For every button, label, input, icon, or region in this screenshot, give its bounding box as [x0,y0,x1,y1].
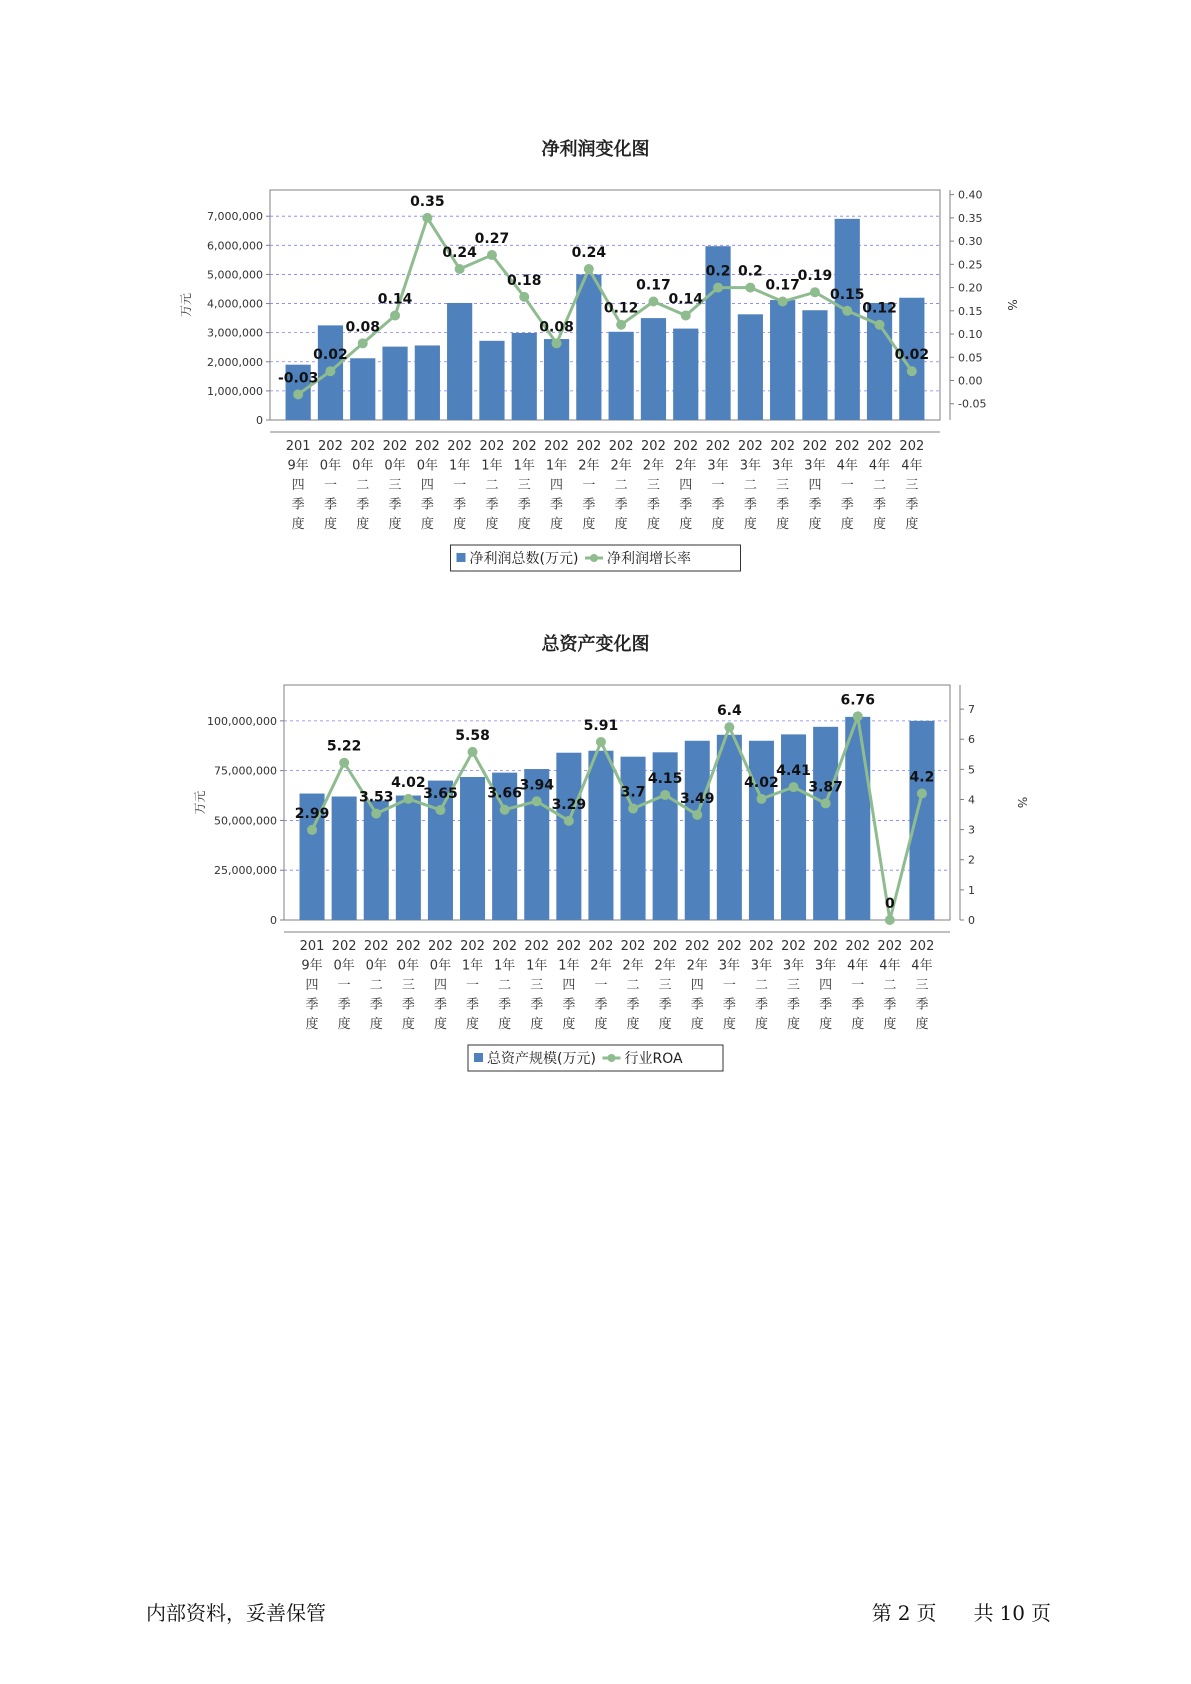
line-point [821,798,831,808]
line-point [875,320,885,330]
bar [749,741,774,920]
bar [641,318,666,420]
right-axis-tick-label: 0 [968,914,975,927]
left-axis-tick-label: 6,000,000 [207,239,263,253]
category-label: 202 3年二季度 [749,939,774,1032]
data-label: 3.94 [519,777,555,794]
category-label: 202 0年三季度 [395,939,421,1032]
legend-line-marker [608,1054,616,1062]
data-label: 4.41 [776,763,811,780]
line-point [745,283,755,293]
data-label: 0.02 [894,347,930,364]
line-point [358,338,368,348]
total-pages: 10 [999,1601,1025,1625]
line-point [307,825,317,835]
category-label: 202 4年二季度 [877,939,903,1032]
data-label: 0.12 [862,300,897,317]
line-point [403,794,413,804]
data-label: 2.99 [294,805,330,822]
right-axis-tick-label: 0.20 [958,281,983,295]
left-axis-tick-label: 50,000,000 [214,814,277,828]
category-label: 202 2年一季度 [576,439,602,532]
data-label: -0.03 [277,370,319,387]
right-axis-tick-label: 0.10 [958,328,983,342]
right-axis-tick-label: 0.35 [958,211,983,225]
left-axis-tick-label: 75,000,000 [214,764,277,778]
data-label: 4.02 [391,774,426,791]
left-axis-tick-label: 2,000,000 [207,355,263,369]
bar [845,717,870,920]
category-label: 202 0年四季度 [414,439,440,532]
data-label: 0 [884,896,895,912]
data-label: 3.87 [808,779,843,796]
legend-line-label: 净利润增长率 [607,551,691,567]
line-point [584,264,594,274]
right-axis-tick-label: 1 [968,883,975,897]
right-axis-tick-label: 0.15 [958,304,983,318]
line-point [713,283,723,293]
category-label: 202 2年四季度 [684,939,710,1032]
line-point [435,805,445,815]
data-label: 0.19 [797,268,833,285]
bar [350,358,375,420]
line-point [842,306,852,316]
bar [717,735,742,920]
right-axis-tick-label: 0.00 [958,374,983,388]
category-label: 202 4年一季度 [834,439,860,532]
left-axis-tick-label: 3,000,000 [207,326,263,340]
line-point [371,809,381,819]
right-axis-tick-label: 2 [968,853,975,867]
bar [544,339,569,420]
data-label: 0.15 [829,286,865,303]
right-axis-tick-label: 4 [968,793,975,807]
page-number: 2 [897,1601,911,1625]
data-label: 3.29 [551,796,587,813]
data-label: 0.35 [410,193,445,210]
bar [479,341,504,420]
bar [835,219,860,420]
bar [673,329,698,420]
total-assets-chart-svg [0,630,1191,1090]
line-point [917,788,927,798]
category-label: 202 1年三季度 [511,439,537,532]
left-axis-title: 万元 [193,790,207,815]
bar [332,797,357,920]
category-label: 202 1年二季度 [479,439,505,532]
page-suffix: 页 [916,1601,937,1625]
left-axis-tick-label: 0 [256,414,263,427]
line-point [648,297,658,307]
category-label: 202 4年二季度 [867,439,892,532]
category-label: 202 2年三季度 [652,939,678,1032]
line-point [789,782,799,792]
category-label: 202 1年三季度 [524,939,550,1032]
data-label: 0.08 [345,319,381,336]
data-label: 0.18 [506,272,542,289]
right-axis-tick-label: 3 [968,823,975,837]
bar [512,333,537,420]
legend-bar-label: 净利润总数(万元) [469,551,579,567]
chart-title: 净利润变化图 [541,139,650,160]
category-label: 202 3年三季度 [781,939,806,1032]
data-label: 5.58 [455,727,490,744]
category-label: 202 1年二季度 [492,939,518,1032]
data-label: 6.4 [716,703,742,720]
line-point [596,737,606,747]
category-label: 202 0年二季度 [350,439,376,532]
line-point [885,915,895,925]
legend-bar-label: 总资产规模(万元) [487,1051,596,1067]
category-label: 202 1年四季度 [556,939,582,1032]
net-profit-chart [0,135,1191,595]
line-point [532,796,542,806]
data-label: 3.65 [423,786,458,803]
category-label: 202 3年一季度 [716,939,742,1032]
legend-line-label: 行业ROA [624,1051,683,1067]
data-label: 0.14 [668,291,704,308]
right-axis-tick-label: 0.25 [958,258,983,272]
line-point [660,790,670,800]
category-label: 202 1年四季度 [544,439,569,532]
bar [447,303,472,420]
line-point [339,758,349,768]
line-point [681,310,691,320]
right-axis-title: % [1015,796,1029,809]
category-label: 202 2年一季度 [588,939,614,1032]
category-label: 202 2年二季度 [608,439,634,532]
line-point [293,389,303,399]
data-label: 0.12 [603,300,639,317]
category-label: 202 0年二季度 [363,939,389,1032]
total-prefix: 共 [973,1601,994,1625]
bar [460,777,485,920]
bar [621,757,646,920]
left-axis-tick-label: 25,000,000 [214,864,277,878]
right-axis-tick-label: 0.05 [958,351,983,365]
category-label: 202 4年一季度 [845,939,871,1032]
legend [451,545,741,571]
data-label: 0.02 [313,347,348,364]
data-label: 0.24 [571,244,607,261]
bar [770,300,795,420]
footer-confidential-note: 内部资料，妥善保管 [146,1601,326,1625]
bar [738,314,763,420]
total-assets-chart [0,630,1191,1090]
right-axis-tick-label: 7 [968,703,975,717]
line-point [810,287,820,297]
left-axis-tick-label: 7,000,000 [207,210,263,224]
data-label: 0.17 [765,277,800,294]
line-point [500,805,510,815]
data-label: 0.2 [737,263,763,280]
category-label: 202 3年四季度 [813,939,839,1032]
right-axis-tick-label: 0.40 [958,188,983,202]
data-label: 4.2 [909,769,935,786]
left-axis-tick-label: 0 [270,914,277,927]
line-point [907,366,917,376]
category-label: 202 0年三季度 [382,439,408,532]
legend-line-marker [590,554,598,562]
legend-bar-swatch [474,1053,483,1062]
data-label: 3.66 [487,785,522,802]
line-point [519,292,529,302]
data-label: 0.08 [539,319,574,336]
line-point [325,366,335,376]
category-label: 202 1年一季度 [460,939,485,1032]
net-profit-chart-svg [0,135,1191,595]
data-label: 3.7 [620,784,646,801]
bar [382,347,407,420]
category-label: 202 3年二季度 [737,439,763,532]
category-label: 202 3年一季度 [705,439,731,532]
line-point [756,794,766,804]
right-axis-tick-label: 6 [968,733,975,747]
line-point [564,816,574,826]
data-label: 0.24 [442,244,477,261]
category-label: 202 2年四季度 [673,439,699,532]
right-axis-tick-label: 0.30 [958,235,983,249]
left-axis-tick-label: 100,000,000 [207,714,277,728]
total-suffix: 页 [1031,1601,1051,1625]
bar [576,274,601,420]
line-point [724,722,734,732]
bar [588,751,613,920]
category-label: 201 9年四季度 [299,939,325,1032]
data-label: 6.76 [840,692,876,709]
line-point [422,213,432,223]
bar [556,753,581,920]
line-point [778,297,788,307]
left-axis-title: 万元 [179,292,193,318]
data-label: 4.02 [744,774,779,791]
data-label: 5.91 [583,717,619,734]
bar [396,796,421,920]
data-label: 0.27 [474,231,510,248]
category-label: 201 9年四季度 [285,439,311,532]
bar [813,727,838,920]
data-label: 0.14 [377,291,413,308]
bar [685,741,710,920]
line-point [455,264,465,274]
category-label: 202 2年三季度 [641,439,666,532]
category-label: 202 1年一季度 [447,439,473,532]
line-point [616,320,626,330]
data-label: 3.53 [358,789,394,806]
right-axis-tick-label: 5 [968,763,975,777]
data-label: 3.49 [679,790,715,807]
bar [909,721,934,920]
data-label: 4.15 [647,770,683,787]
left-axis-tick-label: 4,000,000 [207,297,263,311]
data-label: 0.2 [705,263,731,280]
category-label: 202 0年一季度 [331,939,357,1032]
category-label: 202 4年三季度 [899,439,925,532]
category-label: 202 0年四季度 [428,939,453,1032]
category-label: 202 0年一季度 [318,439,343,532]
data-label: 5.22 [326,738,362,755]
bar [609,332,634,420]
bar [802,310,827,420]
category-label: 202 4年三季度 [909,939,935,1032]
line-point [628,804,638,814]
chart-title: 总资产变化图 [541,634,650,655]
right-axis-tick-label: -0.05 [958,397,987,411]
category-label: 202 3年四季度 [802,439,828,532]
category-label: 202 3年三季度 [770,439,796,532]
bar [415,345,440,420]
line-point [390,310,400,320]
legend-bar-swatch [457,553,466,562]
right-axis-title: % [1005,299,1019,311]
line-point [692,810,702,820]
left-axis-tick-label: 1,000,000 [207,384,263,398]
page-prefix: 第 [871,1601,892,1625]
line-point [468,747,478,757]
line-point [487,250,497,260]
category-label: 202 2年二季度 [620,939,646,1032]
footer-page-info [869,1597,1054,1626]
left-axis-tick-label: 5,000,000 [207,268,263,282]
line-point [853,711,863,721]
data-label: 0.17 [636,277,671,294]
legend [468,1045,723,1071]
line-point [552,338,562,348]
